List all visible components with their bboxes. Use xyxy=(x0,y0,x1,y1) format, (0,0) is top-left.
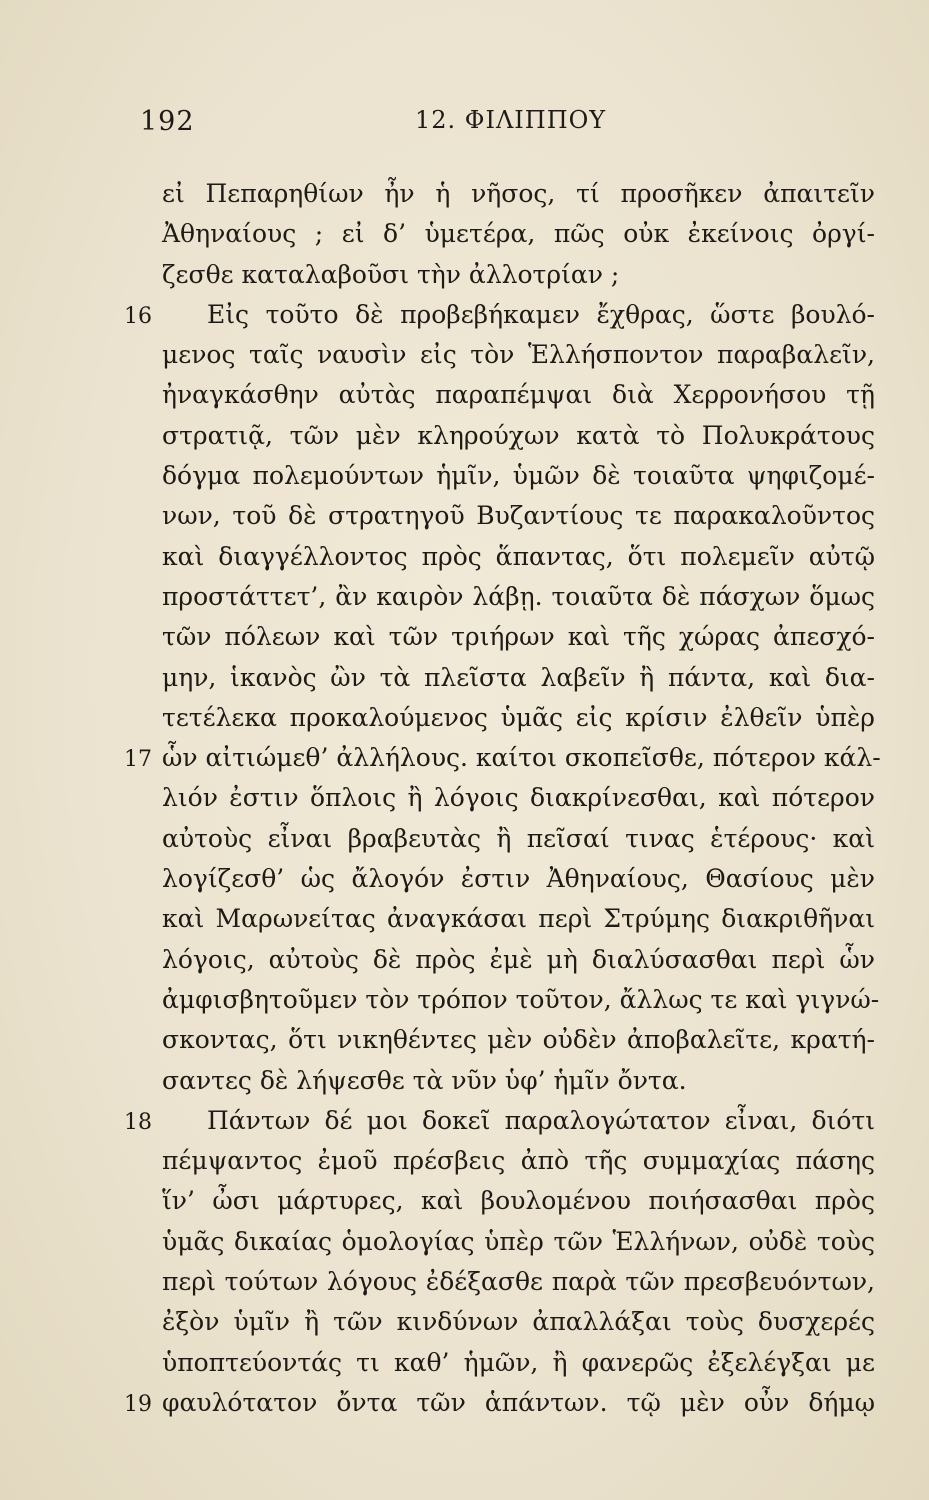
text-line: σαντες δὲ λήψεσθε τὰ νῦν ὑφ’ ἡμῖν ὄντα. xyxy=(162,1065,687,1095)
page-header xyxy=(0,106,929,146)
text-line: νων, τοῦ δὲ στρατηγοῦ Βυζαντίους τε παρακαλοῦντος xyxy=(162,501,875,531)
section-number: 18 xyxy=(124,1109,152,1135)
text-line: ὑποπτεύοντάς τι καθ’ ἡμῶν, ἢ φανερῶς ἐξελέγξαι με xyxy=(162,1347,875,1377)
text-line: ὑμᾶς δικαίας ὁμολογίας ὑπὲρ τῶν Ἑλλήνων, οὐδὲ τοὺς xyxy=(162,1226,875,1256)
text-line: περὶ τούτων λόγους ἐδέξασθε παρὰ τῶν πρεσβευόντων, xyxy=(162,1267,875,1297)
text-line: λόγοις, αὐτοὺς δὲ πρὸς ἐμὲ μὴ διαλύσασθαι περὶ ὧν xyxy=(162,944,875,974)
text-line: λιόν ἐστιν ὅπλοις ἢ λόγοις διακρίνεσθαι, καὶ πότερον xyxy=(162,783,875,813)
section-number: 19 xyxy=(124,1391,152,1417)
section-number: 17 xyxy=(124,747,152,773)
text-line: δόγμα πολεμούντων ἡμῖν, ὑμῶν δὲ τοιαῦτα ψηφιζομέ- xyxy=(162,461,875,491)
text-line: τετέλεκα προκαλούμενος ὑμᾶς εἰς κρίσιν ἐλθεῖν ὑπὲρ xyxy=(162,702,875,732)
text-line: καὶ διαγγέλλοντος πρὸς ἅπαντας, ὅτι πολεμεῖν αὐτῷ xyxy=(162,541,875,571)
text-line: πέμψαντος ἐμοῦ πρέσβεις ἀπὸ τῆς συμμαχίας πάσης xyxy=(162,1146,875,1176)
text-line: στρατιᾷ, τῶν μὲν κληρούχων κατὰ τὸ Πολυκράτους xyxy=(162,420,875,450)
section-number: 16 xyxy=(124,303,152,329)
text-line: μενος ταῖς ναυσὶν εἰς τὸν Ἑλλήσποντον παραβαλεῖν, xyxy=(162,340,875,370)
text-line: λογίζεσθ’ ὡς ἄλογόν ἐστιν Ἀθηναίους, Θασίους μὲν xyxy=(162,864,875,894)
text-line: 18 Πάντων δέ μοι δοκεῖ παραλογώτατον εἶναι, διότι xyxy=(0,1101,929,1141)
text-line: αὐτοὺς εἶναι βραβευτὰς ἢ πεῖσαί τινας ἑτέρους· καὶ xyxy=(162,823,875,853)
text-line: προστάττετ’, ἂν καιρὸν λάβῃ. τοιαῦτα δὲ πάσχων ὅμως xyxy=(162,581,875,611)
text-line: ἐξὸν ὑμῖν ἢ τῶν κινδύνων ἀπαλλάξαι τοὺς δυσχερές xyxy=(162,1307,875,1337)
text-line: ἀμφισβητοῦμεν τὸν τρόπον τοῦτον, ἄλλως τε καὶ γιγνώ- xyxy=(162,984,880,1014)
running-head: 12. ΦΙΛΙΠΠΟΥ xyxy=(415,106,607,134)
text-line: 17 ὧν αἰτιώμεθ’ ἀλλήλους. καίτοι σκοπεῖσθε, πότερον κάλ- xyxy=(0,738,929,778)
text-line: σκοντας, ὅτι νικηθέντες μὲν οὐδὲν ἀποβαλεῖτε, κρατή- xyxy=(162,1025,875,1055)
text-line: 16 Εἰς τοῦτο δὲ προβεβήκαμεν ἔχθρας, ὥστε βουλό- xyxy=(0,295,929,335)
text-line: ἵν’ ὦσι μάρτυρες, καὶ βουλομένου ποιήσασθαι πρὸς xyxy=(162,1186,875,1216)
text-line: εἰ Πεπαρηθίων ἦν ἡ νῆσος, τί προσῆκεν ἀπαιτεῖν xyxy=(162,179,875,208)
text-line: τῶν πόλεων καὶ τῶν τριήρων καὶ τῆς χώρας ἀπεσχό- xyxy=(162,622,875,652)
text-line: ζεσθε καταλαβοῦσι τὴν ἀλλοτρίαν ; xyxy=(162,259,620,289)
text-line: μην, ἱκανὸς ὢν τὰ πλεῖστα λαβεῖν ἢ πάντα, καὶ δια- xyxy=(162,662,875,692)
text-line: 19 φαυλότατον ὄντα τῶν ἁπάντων. τῷ μὲν οὖν δήμῳ xyxy=(0,1383,929,1423)
page-number: 192 xyxy=(140,106,195,137)
body-text xyxy=(0,174,929,1423)
text-line: ἠναγκάσθην αὐτὰς παραπέμψαι διὰ Χερρονήσου τῇ xyxy=(162,380,875,410)
text-line: Ἀθηναίους ; εἰ δ’ ὑμετέρα, πῶς οὐκ ἐκείνοις ὀργί- xyxy=(162,219,875,249)
text-line: καὶ Μαρωνείτας ἀναγκάσαι περὶ Στρύμης διακριθῆναι xyxy=(162,904,875,934)
